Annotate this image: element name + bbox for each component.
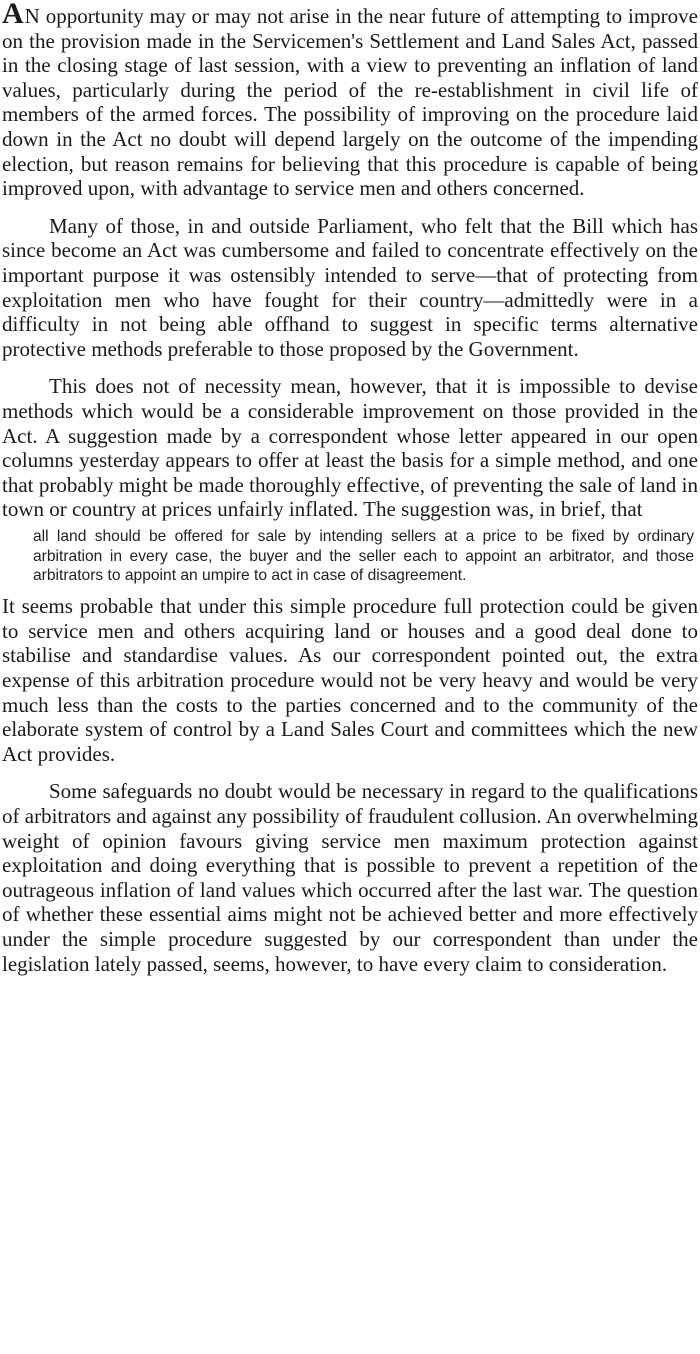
article-paragraph-4: It seems probable that under this simple procedure full protection could be given to service men and others acquiring land or houses and a good deal done to stabilise and standardise values. As our correspondent pointed out, the extra expense of this arbitration procedure would not be very heavy and would be very much less than the costs to the parties concerned and to the community of the elaborate system of control by a Land Sales Court and committees which the new Act provides. — [2, 594, 698, 766]
drop-cap: A — [2, 0, 25, 30]
article-paragraph-5: Some safeguards no doubt would be necessary in regard to the qualifications of arbitrators and against any possibility of fraudulent collusion. An overwhelming weight of opinion favours giving service men maximum protection against exploitation and doing everything that is possible to prevent a repetition of the outrageous inflation of land values which occurred after the last war. The question of whether these essential aims might not be achieved better and more effectively under the simple procedure suggested by our correspondent than under the legislation lately passed, seems, however, to have every claim to consideration. — [2, 779, 698, 976]
article-paragraph-2: Many of those, in and outside Parliament, who felt that the Bill which has since become an Act was cumbersome and failed to concentrate effectively on the important purpose it was ostensibly intended to serve—that of protecting from exploitation men who have fought for their country—admittedly were in a difficulty in not being able offhand to suggest in specific terms alternative protective methods preferable to those proposed by the Government. — [2, 213, 698, 361]
article-paragraph-3: This does not of necessity mean, however, that it is impossible to devise methods which would be a considerable improvement on those provided in the Act. A suggestion made by a correspondent whose letter appeared in our open columns yesterday appears to offer at least the basis for a simple method, and one that probably might be made thoroughly effective, of preventing the sale of land in town or country at prices unfairly inflated. The suggestion was, in brief, that — [2, 374, 698, 522]
quoted-suggestion: all land should be offered for sale by intending sellers at a price to be fixed by ordinary arbitration in every case, the buyer and the seller each to appoint an arbitrator, and those arbitrators to appoint an umpire to act in case of disagreement. — [33, 527, 694, 585]
paragraph-1-text: N opportunity may or may not arise in the near future of attempting to improve on the provision made in the Servicemen's Settlement and Land Sales Act, passed in the closing stage of last session, with a view to preventing an inflation of land values, particularly during the period of the re-establishment in civil life of members of the armed forces. The possibility of improving on the procedure laid down in the Act no doubt will depend largely on the outcome of the impending election, but reason remains for believing that this procedure is capable of being improved upon, with advantage to service men and others concerned. — [2, 4, 698, 201]
article-paragraph-1 — [2, 0, 698, 201]
